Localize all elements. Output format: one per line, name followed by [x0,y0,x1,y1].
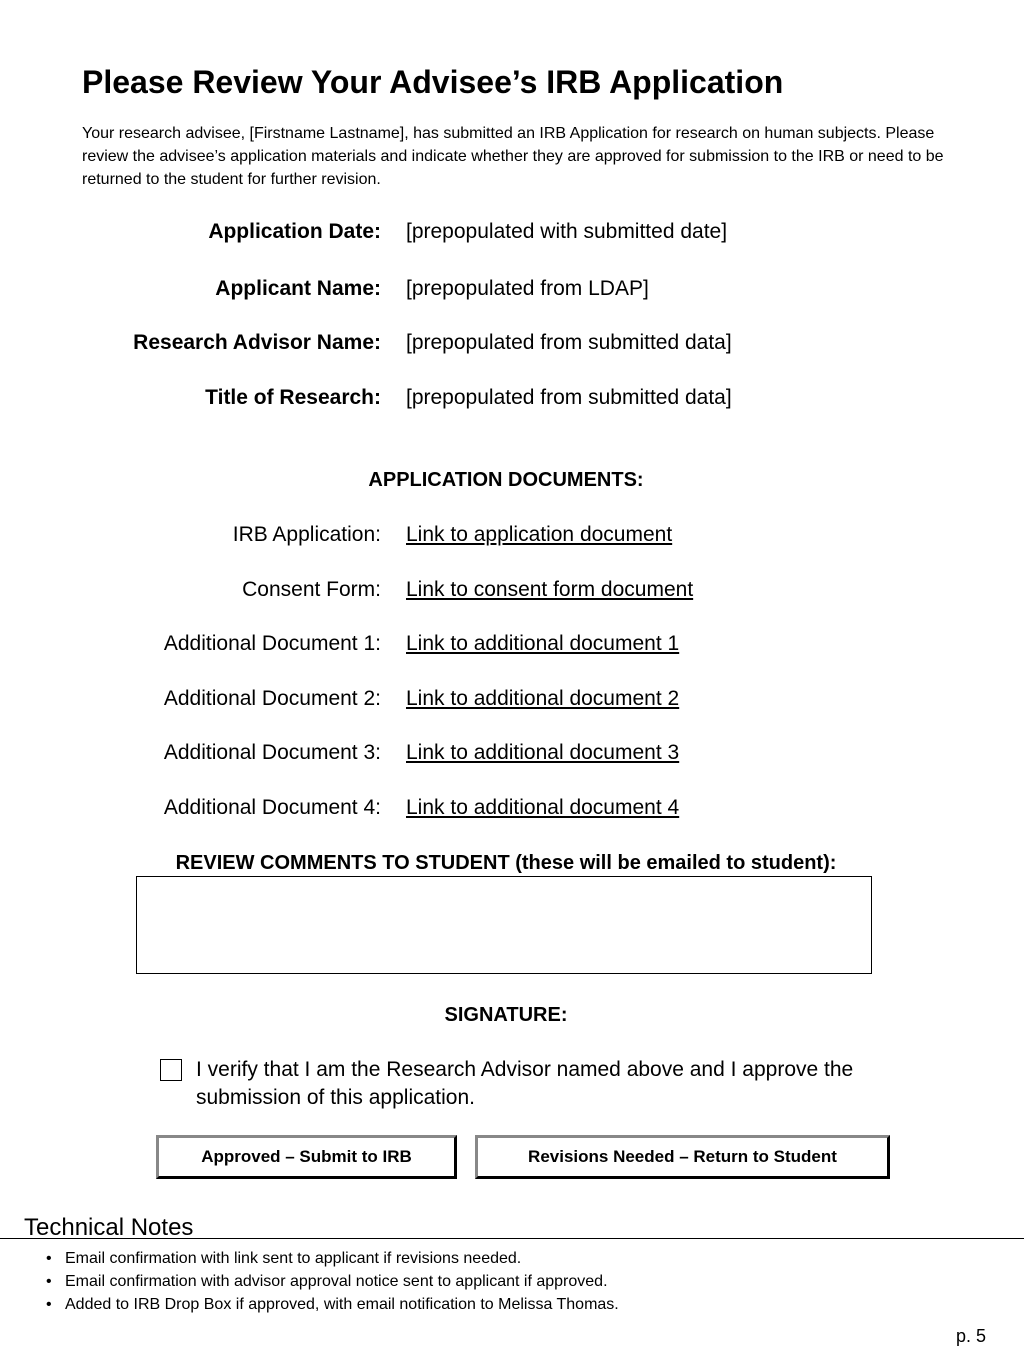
technical-note-text: Added to IRB Drop Box if approved, with email notification to Melissa Thomas. [65,1296,619,1313]
title-of-research-label: Title of Research: [205,386,381,409]
applicant-name-value: [prepopulated from LDAP] [406,277,649,300]
additional-document-2-label: Additional Document 2: [163,687,381,710]
bullet-icon: • [46,1296,52,1313]
page-number: p. 5 [955,1326,986,1346]
technical-notes-list [46,1247,619,1316]
additional-document-3-link[interactable]: Link to additional document 3 [406,741,680,764]
bullet-icon: • [46,1250,52,1267]
consent-form-label: Consent Form: [242,578,381,601]
research-advisor-name-value: [prepopulated from submitted data] [406,331,732,354]
review-comments-heading: REVIEW COMMENTS TO STUDENT (these will be emailed to student): [175,852,837,874]
intro-text: Your research advisee, [Firstname Lastname], has submitted an IRB Application for research on human subjects. Please review the advisee’s application materials and indicate whether they are approved for submission to the IRB or need to be returned to the student for further revision. [82,125,944,188]
advisor-verify-text: I verify that I am the Research Advisor named above and I approve the submission of this application. [196,1058,854,1109]
additional-document-2-link[interactable]: Link to additional document 2 [406,687,680,710]
bullet-icon: • [46,1273,52,1290]
technical-note-item [46,1247,619,1270]
additional-document-3-label: Additional Document 3: [163,741,381,764]
advisor-verify-checkbox[interactable] [160,1059,182,1081]
irb-application-label: IRB Application: [232,523,381,546]
approve-submit-button[interactable]: Approved – Submit to IRB [156,1135,457,1179]
page-title: Please Review Your Advisee’s IRB Application [82,64,784,100]
additional-document-1-link[interactable]: Link to additional document 1 [406,632,680,655]
review-comments-textarea[interactable] [136,876,872,974]
application-documents-heading: APPLICATION DOCUMENTS: [368,469,644,491]
applicant-name-label: Applicant Name: [215,277,381,300]
technical-note-text: Email confirmation with link sent to applicant if revisions needed. [65,1250,522,1267]
application-date-value: [prepopulated with submitted date] [406,220,728,243]
consent-form-link[interactable]: Link to consent form document [406,578,694,601]
additional-document-4-label: Additional Document 4: [163,796,381,819]
research-advisor-name-label: Research Advisor Name: [133,331,381,354]
technical-note-item [46,1270,619,1293]
title-of-research-value: [prepopulated from submitted data] [406,386,732,409]
additional-document-1-label: Additional Document 1: [163,632,381,655]
technical-note-item [46,1293,619,1316]
irb-application-link[interactable]: Link to application document [406,523,673,546]
additional-document-4-link[interactable]: Link to additional document 4 [406,796,680,819]
technical-note-text: Email confirmation with advisor approval notice sent to applicant if approved. [65,1273,608,1290]
application-date-label: Application Date: [208,220,381,243]
revisions-needed-button[interactable]: Revisions Needed – Return to Student [475,1135,890,1179]
technical-notes-divider [0,1238,1024,1239]
signature-heading: SIGNATURE: [444,1004,568,1026]
technical-notes-heading: Technical Notes [24,1214,194,1241]
